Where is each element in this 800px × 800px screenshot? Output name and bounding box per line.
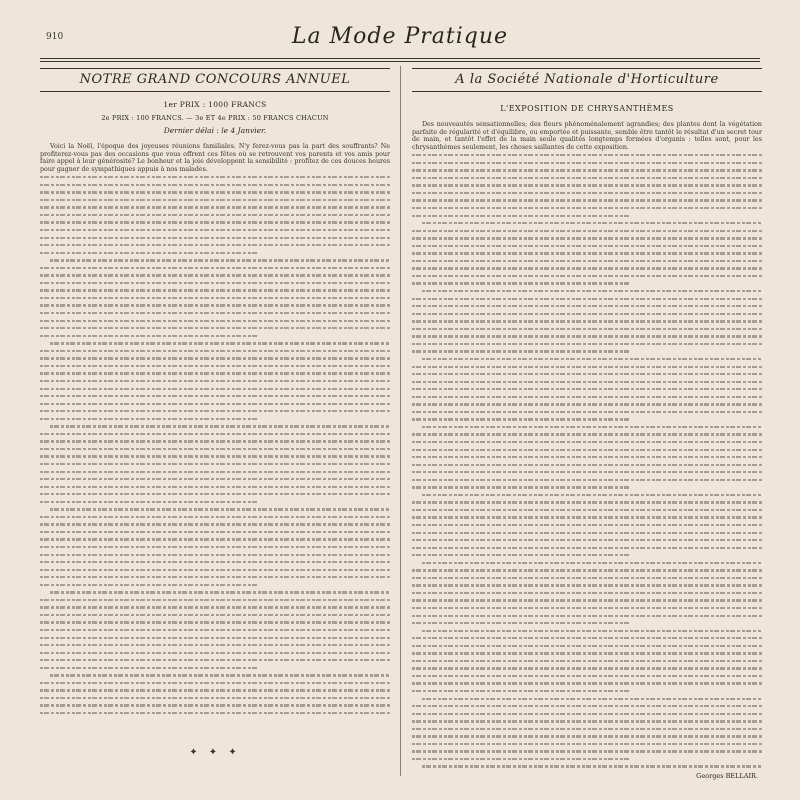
text-line bbox=[40, 649, 390, 657]
text-line bbox=[40, 430, 390, 438]
text-line bbox=[412, 725, 762, 733]
text-line bbox=[40, 437, 390, 445]
text-line bbox=[412, 604, 762, 612]
text-line bbox=[412, 551, 762, 559]
text-line bbox=[412, 672, 762, 680]
text-line bbox=[412, 151, 762, 159]
text-line bbox=[40, 543, 390, 551]
horticulture-title: A la Société Nationale d'Horticulture bbox=[412, 68, 762, 92]
author-signature: Georges BELLAIR. bbox=[696, 772, 758, 780]
text-line bbox=[40, 709, 390, 717]
text-line bbox=[40, 452, 390, 460]
text-line bbox=[412, 363, 762, 371]
text-line bbox=[412, 249, 762, 257]
contest-body-text bbox=[40, 173, 390, 716]
text-line bbox=[412, 196, 762, 204]
contest-title: NOTRE GRAND CONCOURS ANNUEL bbox=[40, 68, 390, 92]
text-line bbox=[40, 286, 390, 294]
text-line bbox=[412, 242, 762, 250]
other-prizes: 2e PRIX : 100 FRANCS. — 3e ET 4e PRIX : 50 FRANCS CHACUN bbox=[101, 114, 329, 122]
text-line bbox=[40, 445, 390, 453]
text-line bbox=[412, 430, 762, 438]
contest-opening-paragraph: Voici la Noël, l'époque des joyeuses réunions familiales. N'y ferez-vous pas la part des souffrants? Ne profiterez-vous pas des occasions que vous offrent ces fêtes où se retrouvent vos parents et vos amis pour faire appel à leur générosité? Le bonheur et la joie développent la sensibilité : profitez de ces douces heures pour gagner de sympathiques appuis à nos malades. bbox=[40, 143, 390, 173]
text-line bbox=[412, 332, 762, 340]
text-line bbox=[40, 339, 390, 347]
text-line bbox=[412, 181, 762, 189]
text-line bbox=[412, 174, 762, 182]
exhibition-body-text bbox=[412, 151, 762, 770]
text-line bbox=[40, 264, 390, 272]
text-line bbox=[412, 272, 762, 280]
text-line bbox=[412, 453, 762, 461]
text-line bbox=[40, 611, 390, 619]
text-line bbox=[40, 203, 390, 211]
text-line bbox=[40, 490, 390, 498]
text-line bbox=[40, 422, 390, 430]
text-line bbox=[40, 618, 390, 626]
text-line bbox=[40, 241, 390, 249]
text-line bbox=[412, 476, 762, 484]
text-line bbox=[412, 204, 762, 212]
text-line bbox=[40, 218, 390, 226]
text-line bbox=[412, 287, 762, 295]
text-line bbox=[412, 446, 762, 454]
text-line bbox=[40, 701, 390, 709]
text-line bbox=[412, 423, 762, 431]
text-line bbox=[40, 234, 390, 242]
text-line bbox=[412, 310, 762, 318]
text-line bbox=[40, 407, 390, 415]
text-line bbox=[412, 189, 762, 197]
text-line bbox=[412, 634, 762, 642]
text-line bbox=[40, 415, 390, 423]
text-line bbox=[412, 679, 762, 687]
text-line bbox=[412, 279, 762, 287]
text-line bbox=[40, 354, 390, 362]
closing-ornament: ✦ ✦ ✦ bbox=[189, 747, 241, 758]
text-line bbox=[412, 347, 762, 355]
text-line bbox=[40, 498, 390, 506]
text-line bbox=[412, 627, 762, 635]
column-divider bbox=[400, 66, 401, 776]
text-line bbox=[40, 347, 390, 355]
text-line bbox=[412, 295, 762, 303]
text-line bbox=[40, 558, 390, 566]
contest-column bbox=[40, 68, 390, 758]
text-line bbox=[40, 400, 390, 408]
text-line bbox=[40, 573, 390, 581]
text-line bbox=[40, 566, 390, 574]
text-line bbox=[412, 212, 762, 220]
text-line bbox=[412, 264, 762, 272]
text-line bbox=[40, 603, 390, 611]
text-line bbox=[40, 634, 390, 642]
text-line bbox=[40, 641, 390, 649]
text-line bbox=[40, 671, 390, 679]
text-line bbox=[412, 506, 762, 514]
text-line bbox=[40, 249, 390, 257]
text-line bbox=[40, 385, 390, 393]
text-line bbox=[412, 619, 762, 627]
text-line bbox=[40, 551, 390, 559]
page-header bbox=[40, 24, 760, 56]
text-line bbox=[412, 529, 762, 537]
text-line bbox=[40, 513, 390, 521]
text-line bbox=[412, 166, 762, 174]
text-line bbox=[412, 491, 762, 499]
text-line bbox=[412, 559, 762, 567]
contest-article bbox=[40, 143, 390, 717]
text-line bbox=[40, 520, 390, 528]
text-line bbox=[40, 679, 390, 687]
text-line bbox=[412, 687, 762, 695]
text-line bbox=[412, 498, 762, 506]
text-line bbox=[40, 483, 390, 491]
text-line bbox=[412, 664, 762, 672]
text-line bbox=[412, 589, 762, 597]
text-line bbox=[40, 309, 390, 317]
text-line bbox=[412, 400, 762, 408]
text-line bbox=[40, 656, 390, 664]
text-line bbox=[40, 475, 390, 483]
text-line bbox=[412, 325, 762, 333]
text-line bbox=[40, 181, 390, 189]
text-line bbox=[412, 385, 762, 393]
text-line bbox=[412, 521, 762, 529]
text-line bbox=[412, 732, 762, 740]
text-line bbox=[412, 740, 762, 748]
text-line bbox=[40, 279, 390, 287]
text-line bbox=[412, 710, 762, 718]
text-line bbox=[40, 256, 390, 264]
text-line bbox=[40, 596, 390, 604]
text-line bbox=[412, 257, 762, 265]
text-line bbox=[412, 596, 762, 604]
text-line bbox=[40, 581, 390, 589]
first-prize: 1er PRIX : 1000 FRANCS bbox=[163, 100, 267, 109]
text-line bbox=[412, 378, 762, 386]
text-line bbox=[40, 694, 390, 702]
text-line bbox=[40, 188, 390, 196]
text-line bbox=[412, 219, 762, 227]
exhibition-opening-paragraph: Des nouveautés sensationnelles; des fleurs phénoménalement agrandies; des plantes dont la végétation parfaite de régularité et d'équilibre, ou emportée et puissante, semble être tantôt le résultat d'un secret tour de main, et tantôt l'effet de la main seule qualités longtemps formées d'organis : telles sont, pour les chrysanthèmes seulement, les choses saillantes de cette exposition. bbox=[412, 121, 762, 151]
text-line bbox=[412, 302, 762, 310]
text-line bbox=[40, 377, 390, 385]
text-line bbox=[40, 362, 390, 370]
text-line bbox=[40, 626, 390, 634]
text-line bbox=[40, 226, 390, 234]
text-line bbox=[412, 747, 762, 755]
deadline: Dernier délai : le 4 Janvier. bbox=[163, 126, 267, 135]
text-line bbox=[412, 355, 762, 363]
text-line bbox=[412, 393, 762, 401]
text-line bbox=[412, 612, 762, 620]
text-line bbox=[40, 468, 390, 476]
text-line bbox=[412, 717, 762, 725]
exhibition-heading: L'EXPOSITION DE CHRYSANTHÈMES bbox=[500, 104, 674, 113]
text-line bbox=[40, 301, 390, 309]
text-line bbox=[412, 317, 762, 325]
horticulture-column bbox=[412, 68, 762, 780]
text-line bbox=[412, 513, 762, 521]
text-line bbox=[40, 271, 390, 279]
text-line bbox=[412, 702, 762, 710]
text-line bbox=[412, 755, 762, 763]
magazine-title: La Mode Pratique bbox=[291, 24, 509, 49]
text-line bbox=[412, 415, 762, 423]
text-line bbox=[412, 574, 762, 582]
text-line bbox=[412, 762, 762, 770]
text-line bbox=[40, 211, 390, 219]
text-line bbox=[40, 535, 390, 543]
text-line bbox=[412, 642, 762, 650]
header-rule bbox=[40, 58, 760, 62]
text-line bbox=[412, 566, 762, 574]
text-line bbox=[412, 234, 762, 242]
text-line bbox=[412, 581, 762, 589]
text-line bbox=[40, 332, 390, 340]
text-line bbox=[412, 536, 762, 544]
text-line bbox=[412, 649, 762, 657]
text-line bbox=[40, 588, 390, 596]
text-line bbox=[40, 324, 390, 332]
text-line bbox=[40, 528, 390, 536]
text-line bbox=[412, 657, 762, 665]
text-line bbox=[40, 317, 390, 325]
text-line bbox=[412, 695, 762, 703]
text-line bbox=[40, 173, 390, 181]
text-line bbox=[40, 369, 390, 377]
text-line bbox=[40, 460, 390, 468]
text-line bbox=[40, 686, 390, 694]
text-line bbox=[40, 664, 390, 672]
text-line bbox=[40, 392, 390, 400]
text-line bbox=[412, 483, 762, 491]
text-line bbox=[412, 544, 762, 552]
text-line bbox=[40, 294, 390, 302]
page-number: 910 bbox=[46, 32, 64, 42]
text-line bbox=[412, 438, 762, 446]
text-line bbox=[412, 227, 762, 235]
text-line bbox=[40, 505, 390, 513]
text-line bbox=[412, 159, 762, 167]
exhibition-article bbox=[412, 121, 762, 770]
text-line bbox=[412, 461, 762, 469]
text-line bbox=[412, 340, 762, 348]
text-line bbox=[412, 408, 762, 416]
text-line bbox=[412, 468, 762, 476]
text-line bbox=[40, 196, 390, 204]
text-line bbox=[412, 370, 762, 378]
